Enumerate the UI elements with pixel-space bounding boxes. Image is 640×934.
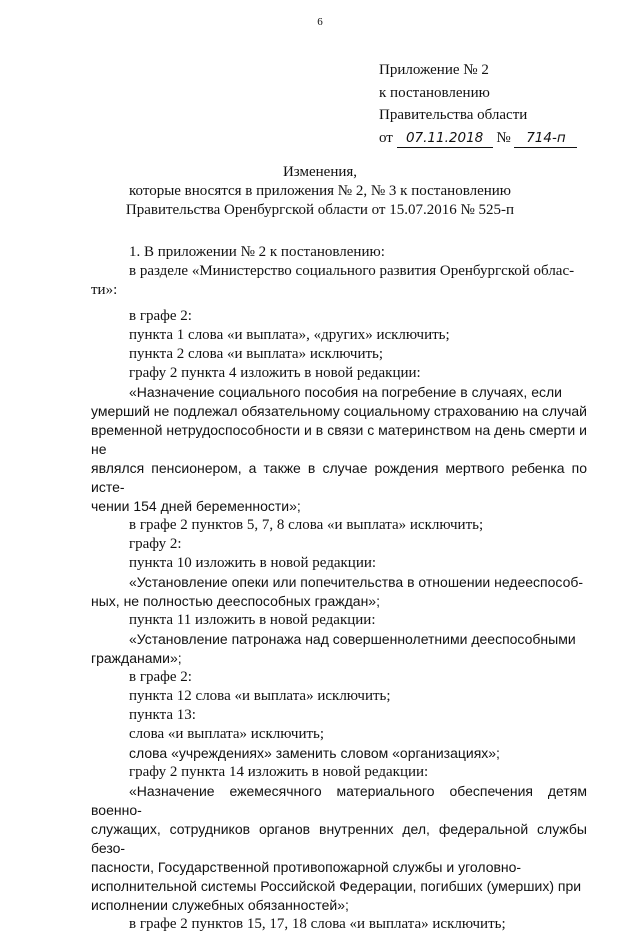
body-line: графу 2 пункта 4 изложить в новой редакции:	[129, 365, 421, 381]
body-line: слова «и выплата» исключить;	[129, 726, 325, 742]
page-number: 6	[317, 16, 323, 28]
body-line: 1. В приложении № 2 к постановлению:	[129, 244, 385, 260]
approval-ot: от	[379, 129, 393, 146]
body-line: исполнении служебных обязанностей»;	[91, 897, 349, 913]
approval-number-sign: №	[496, 129, 511, 146]
body-line: в графе 2 пунктов 15, 17, 18 слова «и выплата» исключить;	[129, 916, 506, 932]
approval-line-date	[379, 127, 577, 150]
body-line: в графе 2:	[129, 669, 192, 685]
approval-line-resolution: к постановлению	[379, 84, 490, 101]
body-line: гражданами»;	[91, 650, 182, 666]
body-line: пункта 1 слова «и выплата», «других» исключить;	[129, 327, 450, 343]
approval-line-appendix: Приложение № 2	[379, 62, 489, 78]
body-line: в разделе «Министерство социального развития Оренбургской облас-	[129, 263, 575, 279]
body-line: пункта 10 изложить в новой редакции:	[129, 555, 377, 571]
title-line-2: которые вносятся в приложения № 2, № 3 к постановлению	[129, 183, 511, 199]
body-line: пункта 13:	[129, 707, 196, 723]
body-line: графу 2:	[129, 536, 182, 552]
body-line: «Назначение социального пособия на погребение в случаях, если	[129, 384, 562, 400]
body-line: слова «учреждениях» заменить словом «организациях»;	[129, 745, 500, 761]
body-line: чении 154 дней беременности»;	[91, 498, 301, 514]
body-line: графу 2 пункта 14 изложить в новой редакции:	[129, 764, 429, 780]
approval-line-government: Правительства области	[379, 107, 528, 123]
body-line: служащих, сотрудников органов внутренних дел, федеральной службы безо-	[91, 821, 587, 856]
document-title	[0, 163, 640, 220]
body-line: пасности, Государственной противопожарной службы и уголовно-	[91, 859, 522, 875]
body-line: умерший не подлежал обязательному социальному страхованию на случай	[91, 403, 587, 419]
title-line-3: Правительства Оренбургской области от 15.07.2016 № 525-п	[125, 202, 515, 218]
body-line: ных, не полностью дееспособных граждан»;	[91, 593, 380, 609]
body-line: ти»:	[91, 282, 118, 298]
body-line: в графе 2:	[129, 308, 192, 324]
title-line-1: Изменения,	[282, 164, 358, 180]
body-line: «Установление патронажа над совершеннолетними дееспособными	[129, 631, 576, 647]
body-line: «Установление опеки или попечительства в отношении недееспособ-	[129, 574, 584, 590]
approval-block	[379, 59, 577, 149]
document-body	[91, 243, 587, 934]
body-line: пункта 11 изложить в новой редакции:	[129, 612, 376, 628]
body-line: пункта 2 слова «и выплата» исключить;	[129, 346, 384, 362]
handwritten-date: 07.11.2018	[397, 130, 493, 148]
body-line: являлся пенсионером, а также в случае рождения мертвого ребенка по исте-	[91, 460, 587, 495]
body-line: пункта 12 слова «и выплата» исключить;	[129, 688, 391, 704]
body-line: временной нетрудоспособности и в связи с материнством на день смерти и не	[91, 422, 587, 457]
body-line: «Назначение ежемесячного материального обеспечения детям военно-	[91, 783, 587, 818]
body-line: исполнительной системы Российской Федерации, погибших (умерших) при	[91, 878, 582, 894]
body-line: в графе 2 пунктов 5, 7, 8 слова «и выплата» исключить;	[129, 517, 484, 533]
handwritten-number: 714-п	[514, 130, 577, 148]
